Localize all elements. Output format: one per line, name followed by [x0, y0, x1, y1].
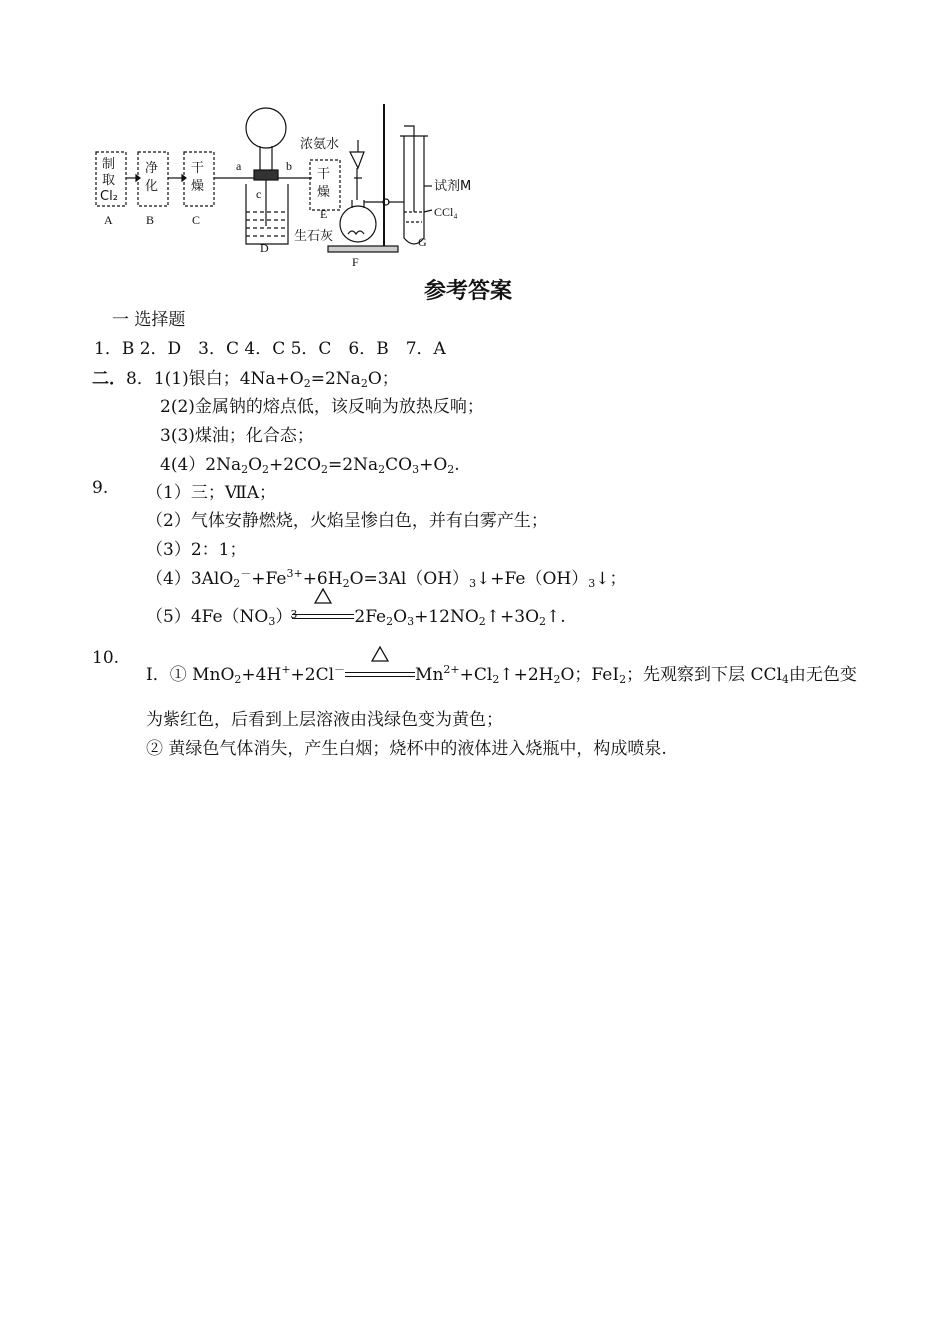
delta-icon — [371, 646, 389, 662]
q9-line4-text: （4）3AlO — [146, 569, 234, 589]
q10-line1 — [146, 660, 857, 685]
subscript: 2 — [539, 615, 547, 628]
subscript: 2 — [233, 577, 241, 590]
q9-line5 — [146, 602, 566, 627]
q10-number: 10. — [92, 648, 120, 668]
q8-line4-text: O — [248, 455, 263, 475]
subscript: 2 — [386, 615, 394, 628]
q10-line1-text: +2Cl — [290, 665, 335, 685]
ammonia-label: 浓氨水 — [300, 137, 340, 152]
q9-line3: （3）2：1； — [146, 540, 247, 560]
box-b-line1: 净 — [145, 161, 159, 176]
box-a-line1: 制 — [102, 157, 116, 172]
superscript: 3+ — [286, 567, 303, 580]
q8-line4-text: CO — [385, 455, 413, 475]
q10-line1-text: O；FeI — [560, 665, 620, 685]
superscript: 2+ — [443, 663, 460, 676]
subscript: 3 — [412, 463, 420, 476]
letter-e: E — [320, 207, 328, 221]
q10-line2: 为紫红色，后看到上层溶液由浅绿色变为黄色； — [146, 710, 503, 730]
box-a-line2: 取 — [102, 173, 116, 188]
box-e-line1: 干 — [317, 167, 331, 182]
subscript: 2 — [234, 673, 242, 686]
subscript: 3 — [290, 608, 298, 621]
q10-line1-text: +Cl — [459, 665, 493, 685]
ccl4-label: CCl₄ — [434, 205, 458, 219]
q8-line4-text: +2CO — [269, 455, 322, 475]
valve-a-label: a — [236, 159, 242, 173]
q9-line4-text: ↓； — [595, 569, 627, 589]
subscript: 2 — [303, 377, 311, 390]
q10-line3: ② 黄绿色气体消失，产生白烟；烧杯中的液体进入烧瓶中，构成喷泉. — [146, 739, 667, 759]
box-a-line3: Cl₂ — [100, 189, 118, 204]
superscript: － — [240, 567, 252, 580]
subscript: 2 — [378, 463, 386, 476]
q8-line4-text: 4(4）2Na — [160, 455, 242, 475]
subscript: 2 — [492, 673, 500, 686]
superscript: － — [334, 663, 346, 676]
apparatus-diagram — [88, 100, 508, 270]
q9-line5-text: ） — [275, 607, 293, 627]
heating-condition-sign — [292, 606, 354, 626]
q8-line3: 3(3)煤油；化合态； — [160, 426, 314, 446]
q8-line4-text: =2Na — [328, 455, 379, 475]
q8-line1-text: 1(1)银白；4Na+O — [153, 369, 304, 389]
q9-line5-text: ↑. — [546, 607, 566, 627]
q8-line1 — [92, 364, 399, 389]
q8-line4-text: . — [454, 455, 460, 475]
q9-line4-text: ↓+Fe（OH） — [476, 569, 589, 589]
q8-line1-text: O； — [367, 369, 399, 389]
q9-line5-text: O — [393, 607, 408, 627]
letter-d: D — [260, 241, 269, 255]
subscript: 2 — [619, 673, 627, 686]
q9-line4-text: +Fe — [251, 569, 287, 589]
q9-line1: （1）三；ⅦA； — [146, 483, 277, 503]
q10-line1-text: I．① MnO — [146, 665, 235, 685]
q8-number: 8． — [126, 369, 154, 389]
box-e-line2: 燥 — [317, 185, 331, 200]
valve-b-label: b — [286, 159, 292, 173]
delta-icon — [314, 588, 332, 604]
subscript: 2 — [447, 463, 455, 476]
letter-g: G — [418, 235, 427, 249]
subscript: 2 — [241, 463, 249, 476]
section-heading: 一 选择题 — [112, 310, 186, 330]
subscript: 2 — [321, 463, 329, 476]
quicklime-label: 生石灰 — [294, 229, 334, 244]
subscript: 2 — [342, 577, 350, 590]
q8-line2: 2(2)金属钠的熔点低，该反响为放热反响； — [160, 397, 484, 417]
q10-line1-text: +4H — [241, 665, 282, 685]
subscript: 3 — [469, 577, 477, 590]
superscript: + — [281, 663, 291, 676]
subscript: 4 — [781, 673, 789, 686]
box-c-line2: 燥 — [191, 179, 205, 194]
subscript: 2 — [360, 377, 368, 390]
q9-line2: （2）气体安静燃烧，火焰呈惨白色，并有白雾产生； — [146, 511, 548, 531]
q9-line5-text: +12NO — [414, 607, 479, 627]
box-c-line1: 干 — [191, 161, 205, 176]
q9-line4-text: +6H — [302, 569, 343, 589]
q8-line1-text: =2Na — [310, 369, 361, 389]
heating-condition-sign — [345, 664, 415, 684]
page-title: 参考答案 — [424, 279, 513, 304]
letter-b: B — [146, 213, 155, 227]
section2-prefix: 二． — [92, 369, 126, 389]
letter-a: A — [104, 213, 113, 227]
letter-c: C — [192, 213, 201, 227]
subscript: 2 — [478, 615, 486, 628]
q9-line4 — [146, 564, 627, 589]
q9-line5-text: 2Fe — [354, 607, 387, 627]
reagent-m-label: 试剂M — [434, 179, 472, 194]
q9-line5-text: （5）4Fe（NO — [146, 607, 269, 627]
q10-line1-text: 由无色变 — [788, 665, 857, 685]
valve-c-label: c — [256, 187, 262, 201]
q9-line5-text: ↑+3O — [485, 607, 540, 627]
q10-line1-text: Mn — [415, 665, 444, 685]
q9-line4-text: O=3Al（OH） — [349, 569, 470, 589]
subscript: 2 — [553, 673, 561, 686]
subscript: 3 — [588, 577, 596, 590]
subscript: 3 — [268, 615, 276, 628]
subscript: 2 — [262, 463, 270, 476]
q9-number: 9. — [92, 478, 109, 498]
q10-line1-text: ；先观察到下层 CCl — [626, 665, 782, 685]
q8-line4 — [160, 450, 460, 475]
q10-line1-text: ↑+2H — [499, 665, 554, 685]
letter-f: F — [352, 255, 359, 269]
subscript: 3 — [407, 615, 415, 628]
choice-answers: 1．B 2．D 3．C 4．C 5．C 6．B 7．A — [94, 339, 446, 359]
q8-line4-text: +O — [419, 455, 448, 475]
box-b-line2: 化 — [145, 179, 159, 194]
